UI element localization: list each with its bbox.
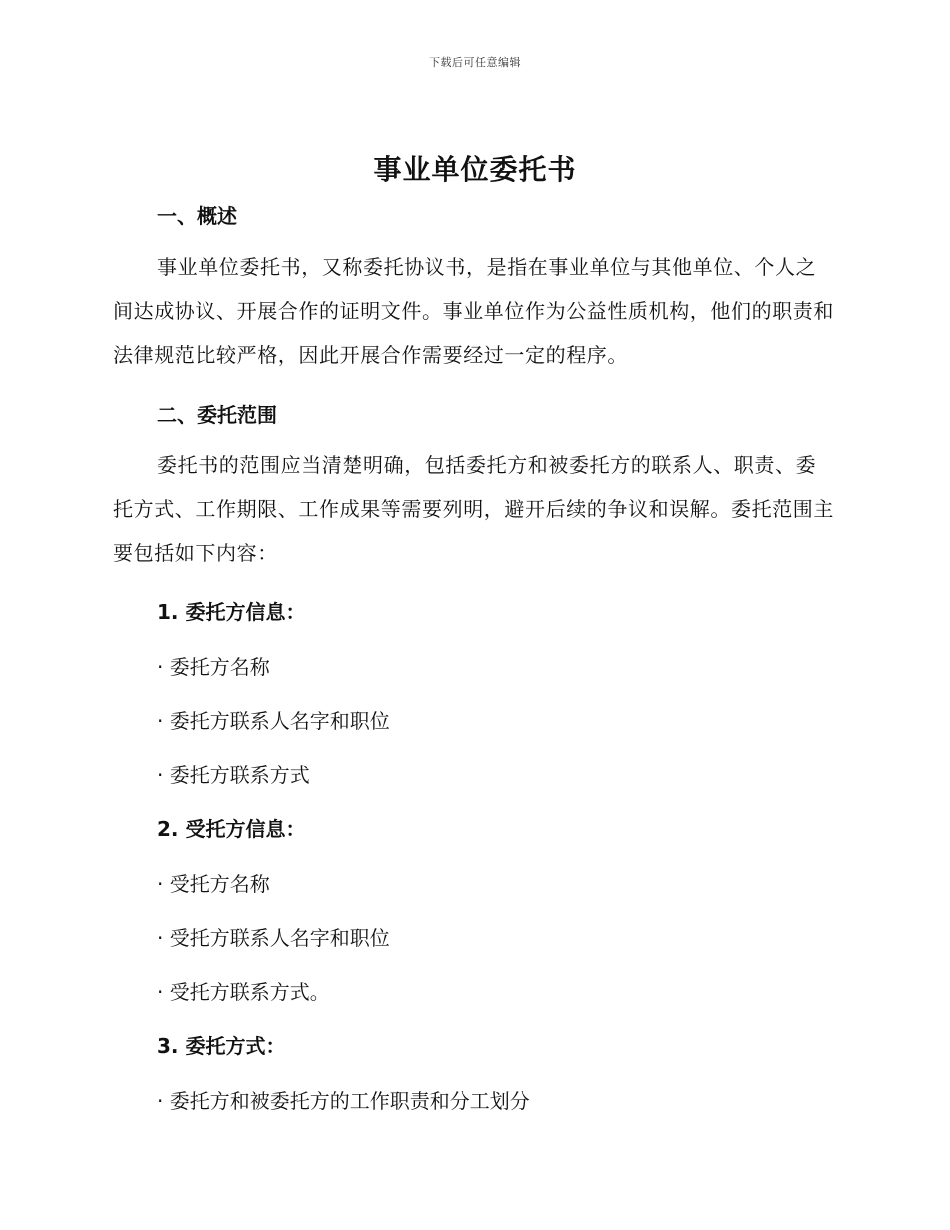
- sub-heading-client-info: 1. 委托方信息：: [157, 600, 306, 624]
- header-note: 下载后可任意编辑: [429, 56, 521, 69]
- sub-heading-agent-info: 2. 受托方信息：: [157, 817, 306, 841]
- list-item: · 委托方和被委托方的工作职责和分工划分: [157, 1089, 530, 1113]
- list-item: · 受托方联系人名字和职位: [157, 926, 390, 950]
- document-title: 事业单位委托书: [373, 153, 577, 186]
- list-item: · 委托方联系方式: [157, 763, 310, 787]
- sub-heading-method: 3. 委托方式：: [157, 1034, 286, 1058]
- scope-paragraph: 委托书的范围应当清楚明确，包括委托方和被委托方的联系人、职责、委托方式、工作期限、工作成果等需要列明，避开后续的争议和误解。委托范围主要包括如下内容：: [113, 453, 834, 565]
- list-item: · 受托方名称: [157, 872, 270, 896]
- list-item: · 委托方联系人名字和职位: [157, 709, 390, 733]
- section-heading-overview: 一、概述: [157, 204, 237, 228]
- list-item: · 受托方联系方式。: [157, 980, 330, 1004]
- section-heading-scope: 二、委托范围: [157, 403, 277, 427]
- list-item: · 委托方名称: [157, 655, 270, 679]
- overview-paragraph: 事业单位委托书，又称委托协议书，是指在事业单位与其他单位、个人之间达成协议、开展合作的证明文件。事业单位作为公益性质机构，他们的职责和法律规范比较严格，因此开展合作需要经过一定的程序。: [113, 255, 834, 367]
